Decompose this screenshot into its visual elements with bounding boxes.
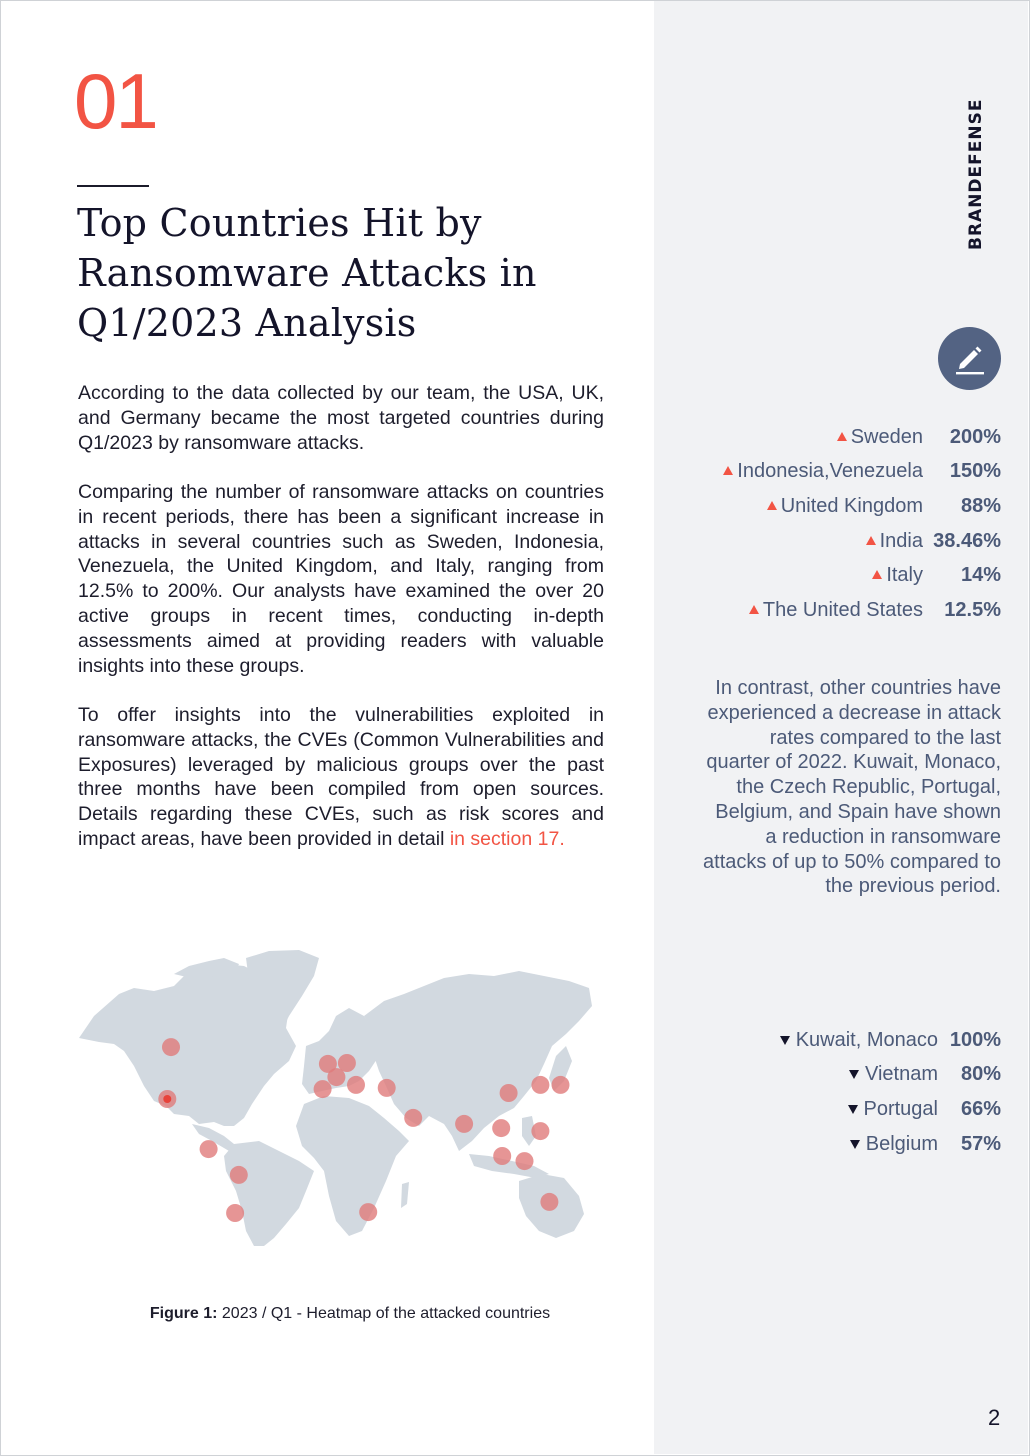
hotspot-japan — [552, 1076, 570, 1094]
decrease-row — [780, 1058, 1001, 1093]
title-divider — [77, 185, 149, 187]
up-arrow-icon — [872, 570, 882, 579]
contrast-paragraph: In contrast, other countries have experienced a decrease in attack rates compared to the last quarter of 2022. Kuwait, Monaco, the Czech Republic, Portugal, Belgium, and Spain have shown a reduction in ransomware attacks of up to 50% compared to the previous period. — [703, 677, 1001, 898]
increase-row — [723, 558, 1001, 593]
hotspot-australia — [540, 1193, 558, 1211]
land-africa — [296, 1096, 409, 1236]
increase-country: United Kingdom — [767, 495, 923, 518]
decrease-country: Vietnam — [849, 1063, 938, 1086]
increase-list — [723, 420, 1001, 628]
decrease-value: 66% — [960, 1097, 1001, 1120]
increase-country: Italy — [872, 564, 923, 587]
decrease-country: Portugal — [848, 1098, 939, 1121]
hotspot-brazil — [230, 1166, 248, 1184]
increase-value: 12.5% — [944, 598, 1001, 621]
page-title: Top Countries Hit by Ransomware Attacks in Q1/2023 Analysis — [77, 201, 537, 345]
world-heatmap — [74, 946, 604, 1246]
hotspot-indonesia — [516, 1152, 534, 1170]
caption-label: Figure 1: — [149, 1305, 218, 1322]
section-17-link[interactable]: in section 17. — [449, 827, 565, 850]
land-madagascar — [401, 1182, 409, 1208]
hotspot-france — [327, 1068, 345, 1086]
hotspot-philippines — [531, 1122, 549, 1140]
section-number: 01 — [74, 57, 157, 145]
increase-value: 38.46% — [933, 529, 1001, 552]
hotspot-spain-portugal — [314, 1080, 332, 1098]
up-arrow-icon — [749, 605, 759, 614]
decrease-row — [780, 1023, 1001, 1058]
hotspot-china — [500, 1084, 518, 1102]
body-paragraph-1: According to the data collected by our team, the USA, UK, and Germany became the most targeted countries during Q1/2023 by ransomware attacks. — [78, 382, 604, 454]
pencil-icon — [952, 340, 988, 376]
increase-value: 14% — [960, 564, 1001, 587]
hotspot-argentina — [226, 1204, 244, 1222]
up-arrow-icon — [837, 432, 847, 441]
decrease-list — [780, 1023, 1001, 1161]
land-south-america — [224, 1141, 314, 1246]
increase-country: Sweden — [837, 426, 923, 449]
hotspot-malaysia — [493, 1147, 511, 1165]
up-arrow-icon — [723, 466, 733, 475]
hotspot-venezuela-colombia — [200, 1140, 218, 1158]
down-arrow-icon — [848, 1105, 858, 1114]
edit-button[interactable] — [938, 327, 1001, 390]
increase-row — [723, 593, 1001, 628]
caption-text: 2023 / Q1 - Heatmap of the attacked countries — [217, 1305, 551, 1322]
brand-logo: BRANDEFENSE — [966, 98, 986, 250]
increase-value: 200% — [949, 425, 1001, 448]
increase-row — [723, 455, 1001, 490]
increase-row — [723, 524, 1001, 559]
increase-country: Indonesia,Venezuela — [723, 460, 923, 483]
hotspot-india — [455, 1115, 473, 1133]
increase-country: India — [866, 530, 923, 553]
hotspot-turkey — [378, 1079, 396, 1097]
paragraph-3-text: To offer insights into the vulnerabilities exploited in ransomware attacks, the CVEs (Common Vulnerabilities and Exposures) leveraged by malicious groups over the past three months have been compiled from open sources. Details regarding these CVEs, such as risk scores and impact areas, have been provided in detail — [78, 704, 604, 850]
hotspot-vietnam-thailand — [492, 1119, 510, 1137]
up-arrow-icon — [866, 536, 876, 545]
down-arrow-icon — [849, 1070, 859, 1079]
up-arrow-icon — [767, 501, 777, 510]
increase-row — [723, 420, 1001, 455]
hotspot-core — [163, 1095, 171, 1103]
hotspot-canada — [162, 1038, 180, 1056]
decrease-value: 57% — [960, 1132, 1001, 1155]
increase-value: 88% — [960, 494, 1001, 517]
decrease-country: Belgium — [850, 1133, 938, 1156]
figure-caption — [0, 1305, 700, 1323]
hotspot-south-africa — [359, 1203, 377, 1221]
down-arrow-icon — [780, 1036, 790, 1045]
increase-value: 150% — [949, 460, 1001, 483]
decrease-row — [780, 1092, 1001, 1127]
hotspot-south-korea — [531, 1076, 549, 1094]
increase-row — [723, 489, 1001, 524]
hotspot-italy — [347, 1076, 365, 1094]
decrease-value: 100% — [949, 1028, 1001, 1051]
increase-country: The United States — [749, 599, 923, 622]
body-paragraph-2: Comparing the number of ransomware attacks on countries in recent periods, there has been a significant increase in attacks in several countries such as Sweden, Indonesia, Venezuela, the United Kingdom, and Italy, ranging from 12.5% to 200%. Our analysts have examined the over 20 active groups in recent times, conducting in-depth assessments aimed at providing readers with valuable insights into these groups. — [78, 481, 604, 677]
page-number: 2 — [988, 1405, 1001, 1430]
decrease-country: Kuwait, Monaco — [780, 1029, 938, 1052]
decrease-value: 80% — [960, 1063, 1001, 1086]
decrease-row — [780, 1127, 1001, 1162]
down-arrow-icon — [850, 1140, 860, 1149]
body-paragraph-3 — [78, 703, 604, 852]
hotspot-saudi-arabia — [404, 1109, 422, 1127]
